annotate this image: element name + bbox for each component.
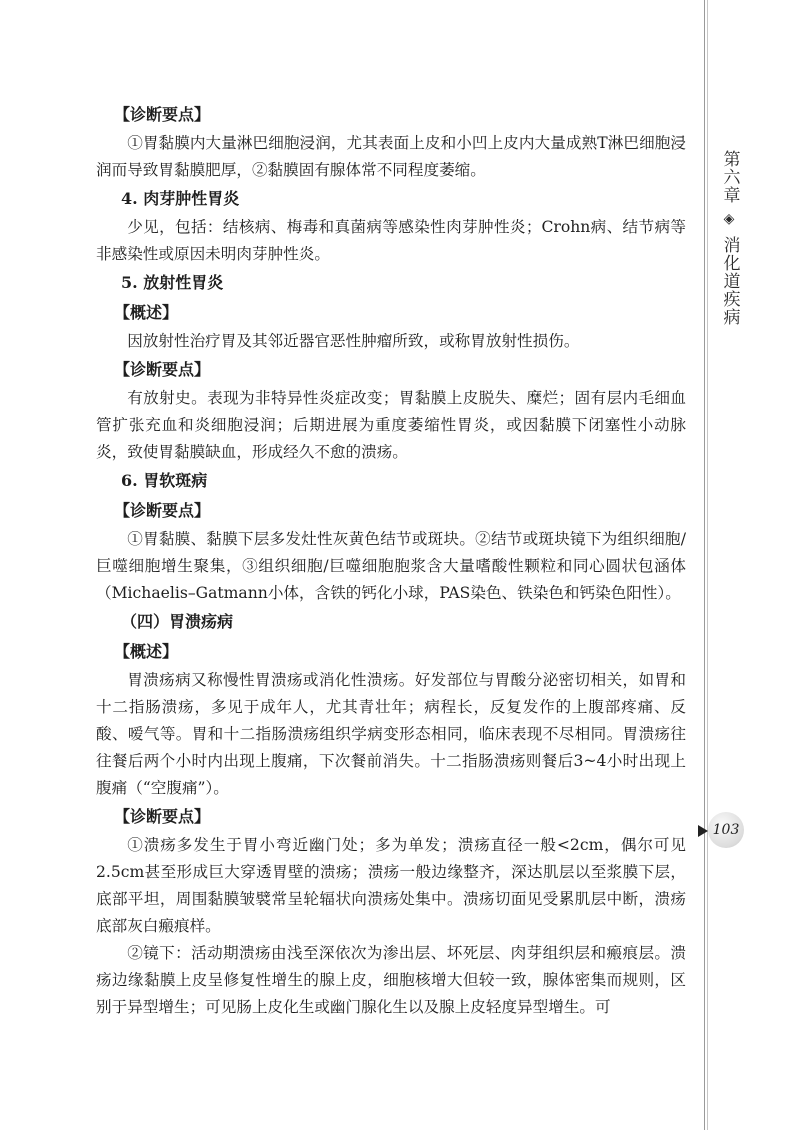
section-heading: 6. 胃软斑病 xyxy=(121,471,208,490)
chapter-label: 第六章 xyxy=(719,150,740,204)
paragraph: 胃溃疡病又称慢性胃溃疡或消化性溃疡。好发部位与胃酸分泌密切相关，如胃和十二指肠溃疡，多见于成年人，尤其青壮年；病程长，反复发作的上腹部疼痛、反酸、嗳气等。胃和十二指肠溃疡组织学病变形态相同，临床表现不尽相同。胃溃疡往往餐后两个小时内出现上腹痛，下次餐前消失。十二指肠溃疡则餐后3~4小时出现上腹痛（“空腹痛”）。 xyxy=(96,671,686,797)
paragraph: 因放射性治疗胃及其邻近器官恶性肿瘤所致，或称胃放射性损伤。 xyxy=(127,332,580,350)
page-edge-line xyxy=(707,0,708,1130)
paragraph: 有放射史。表现为非特异性炎症改变；胃黏膜上皮脱失、糜烂；固有层内毛细血管扩张充血和炎细胞浸润；后期进展为重度萎缩性胃炎，或因黏膜下闭塞性小动脉炎，致使胃黏膜缺血，形成经久不愈的溃疡。 xyxy=(96,389,686,461)
section-heading: 4. 肉芽肿性胃炎 xyxy=(121,189,240,208)
section-label: 【诊断要点】 xyxy=(114,807,211,826)
section-label: 【诊断要点】 xyxy=(114,360,211,379)
section-label: 【概述】 xyxy=(114,642,179,661)
paragraph: ①胃黏膜内大量淋巴细胞浸润，尤其表面上皮和小凹上皮内大量成熟T淋巴细胞浸润而导致胃黏膜肥厚，②黏膜固有腺体常不同程度萎缩。 xyxy=(96,134,686,179)
page-body xyxy=(96,100,686,1021)
section-label: 【诊断要点】 xyxy=(114,105,211,124)
paragraph: ②镜下：活动期溃疡由浅至深依次为渗出层、坏死层、肉芽组织层和瘢痕层。溃疡边缘黏膜上皮呈修复性增生的腺上皮，细胞核增大但较一致，腺体密集而规则，区别于异型增生；可见肠上皮化生或幽门腺化生以及腺上皮轻度异型增生。可 xyxy=(96,944,686,1016)
section-label: 【诊断要点】 xyxy=(114,501,211,520)
arrow-icon xyxy=(698,825,708,837)
section-label: 【概述】 xyxy=(114,303,179,322)
section-heading: 5. 放射性胃炎 xyxy=(121,273,224,292)
page-edge-line xyxy=(704,0,705,1130)
section-label: 消化道疾病 xyxy=(719,236,740,326)
diamond-icon: ◈ xyxy=(723,211,735,227)
page-number: 103 xyxy=(708,812,744,848)
chapter-side-tab xyxy=(712,150,746,326)
paragraph: ①胃黏膜、黏膜下层多发灶性灰黄色结节或斑块。②结节或斑块镜下为组织细胞/巨噬细胞增生聚集，③组织细胞/巨噬细胞胞浆含大量嗜酸性颗粒和同心圆状包涵体（Michaelis–Gatmann小体，含铁的钙化小球，PAS染色、铁染色和钙染色阳性）。 xyxy=(96,530,686,602)
paragraph: ①溃疡多发生于胃小弯近幽门处；多为单发；溃疡直径一般<2cm，偶尔可见2.5cm甚至形成巨大穿透胃壁的溃疡；溃疡一般边缘整齐，深达肌层以至浆膜下层，底部平坦，周围黏膜皱襞常呈轮辐状向溃疡处集中。溃疡切面见受累肌层中断，溃疡底部灰白瘢痕样。 xyxy=(96,836,686,935)
section-heading: （四）胃溃疡病 xyxy=(121,612,234,631)
page-number-badge xyxy=(698,812,746,852)
paragraph: 少见，包括：结核病、梅毒和真菌病等感染性肉芽肿性炎；Crohn病、结节病等非感染性或原因未明肉芽肿性炎。 xyxy=(96,218,686,263)
